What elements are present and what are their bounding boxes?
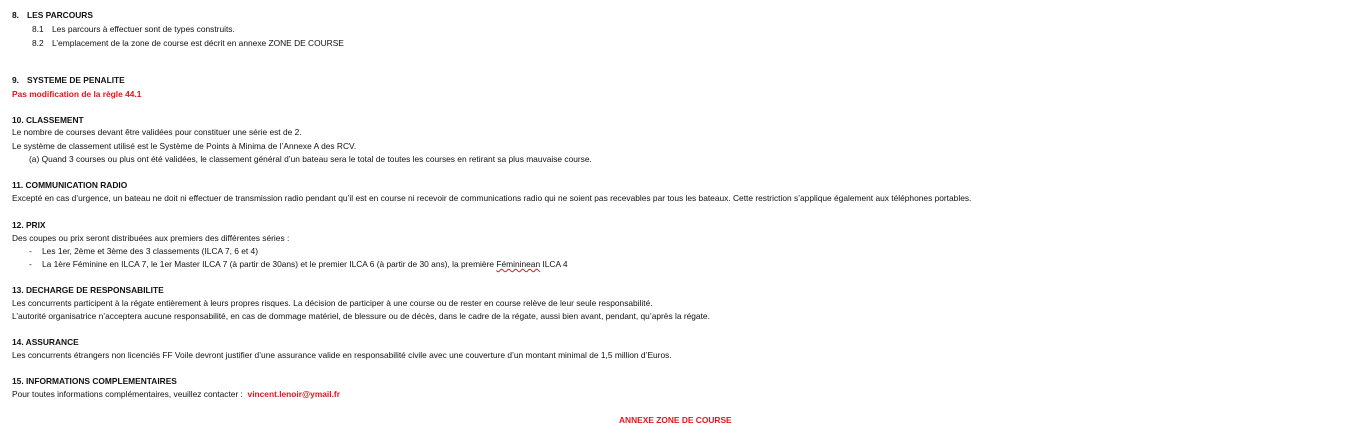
section-8-number: 8. — [12, 10, 19, 20]
section-9-title: SYSTEME DE PENALITE — [27, 75, 125, 85]
prize-bullet-1 — [29, 246, 258, 256]
bullet-text-start: La 1ère Féminine en ILCA 7, le 1er Master ILCA 7 (à partir de 30ans) et le premier ILCA 6 (à partir de 30 ans), la première — [42, 259, 497, 269]
section-13-line-1: Les concurrents participent à la régate entièrement à leurs propres risques. La décision de participer à une course ou de rester en course relève de leur seule responsabilité. — [12, 298, 653, 308]
section-8-heading — [12, 10, 93, 20]
section-8-item-2 — [32, 38, 344, 48]
bullet-dash: - — [29, 246, 32, 256]
section-12-heading: 12. PRIX — [12, 220, 46, 230]
section-13-line-2: L’autorité organisatrice n’acceptera aucune responsabilité, en cas de dommage matériel, de blessure ou de décès, dans le cadre de la régate, aussi bien avant, pendant, qu’après la régate. — [12, 311, 710, 321]
item-text: L’emplacement de la zone de course est décrit en annexe ZONE DE COURSE — [52, 38, 344, 48]
bullet-text: Les 1er, 2ème et 3ème des 3 classements (ILCA 7, 6 et 4) — [42, 246, 259, 256]
section-10-line-3: (a) Quand 3 courses ou plus ont été validées, le classement général d’un bateau sera le total de toutes les courses en retirant sa plus mauvaise course. — [29, 154, 592, 164]
section-9-number: 9. — [12, 75, 19, 85]
section-14-heading: 14. ASSURANCE — [12, 337, 79, 347]
section-10-line-2: Le système de classement utilisé est le Système de Points à Minima de l’Annexe A des RCV. — [12, 141, 357, 151]
section-8-item-1 — [32, 24, 235, 34]
bullet-dash: - — [29, 259, 32, 269]
item-text: Les parcours à effectuer sont de types construits. — [52, 24, 235, 34]
section-12-line-1: Des coupes ou prix seront distribuées aux premiers des différentes séries : — [12, 233, 290, 243]
section-9-heading — [12, 75, 125, 85]
section-10-line-1: Le nombre de courses devant être validées pour constituer une série est de 2. — [12, 127, 302, 137]
item-number: 8.1 — [32, 24, 44, 34]
contact-text: Pour toutes informations complémentaires, veuillez contacter : — [12, 389, 243, 399]
item-number: 8.2 — [32, 38, 44, 48]
section-8-title: LES PARCOURS — [27, 10, 93, 20]
section-13-heading: 13. DECHARGE DE RESPONSABILITE — [12, 285, 164, 295]
spellcheck-flagged-word: Fémininean — [496, 259, 541, 269]
prize-bullet-2 — [29, 259, 568, 269]
penalty-note: Pas modification de la règle 44.1 — [12, 89, 142, 99]
bullet-text-end: ILCA 4 — [540, 259, 568, 269]
section-15-line-1 — [12, 389, 340, 399]
section-15-heading: 15. INFORMATIONS COMPLEMENTAIRES — [12, 376, 177, 386]
section-14-line-1: Les concurrents étrangers non licenciés FF Voile devront justifier d’une assurance valide en responsabilité civile avec une couverture d’un montant minimal de 1,5 million d’Euros. — [12, 350, 672, 360]
annex-title: ANNEXE ZONE DE COURSE — [619, 415, 732, 425]
section-11-heading: 11. COMMUNICATION RADIO — [12, 180, 128, 190]
contact-email-link[interactable]: vincent.lenoir@ymail.fr — [247, 389, 340, 399]
section-11-line-1: Excepté en cas d’urgence, un bateau ne doit ni effectuer de transmission radio pendant qu’il est en course ni recevoir de communications radio qui ne soient pas recevables par tous les bateaux. Cette restriction s’applique également aux téléphones portables. — [12, 193, 972, 203]
section-10-heading: 10. CLASSEMENT — [12, 115, 84, 125]
